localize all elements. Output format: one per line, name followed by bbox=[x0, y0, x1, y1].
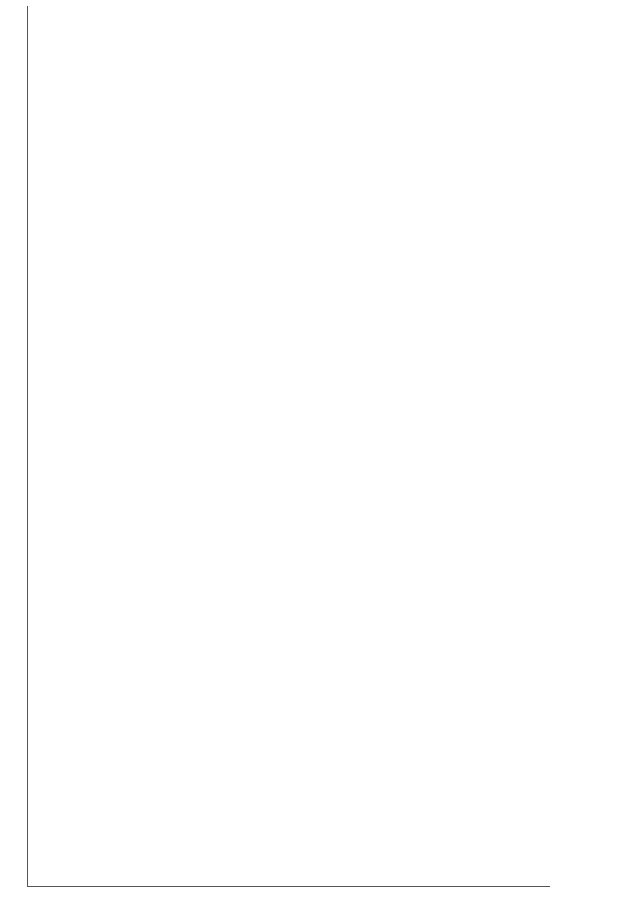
housing-table bbox=[27, 6, 550, 887]
